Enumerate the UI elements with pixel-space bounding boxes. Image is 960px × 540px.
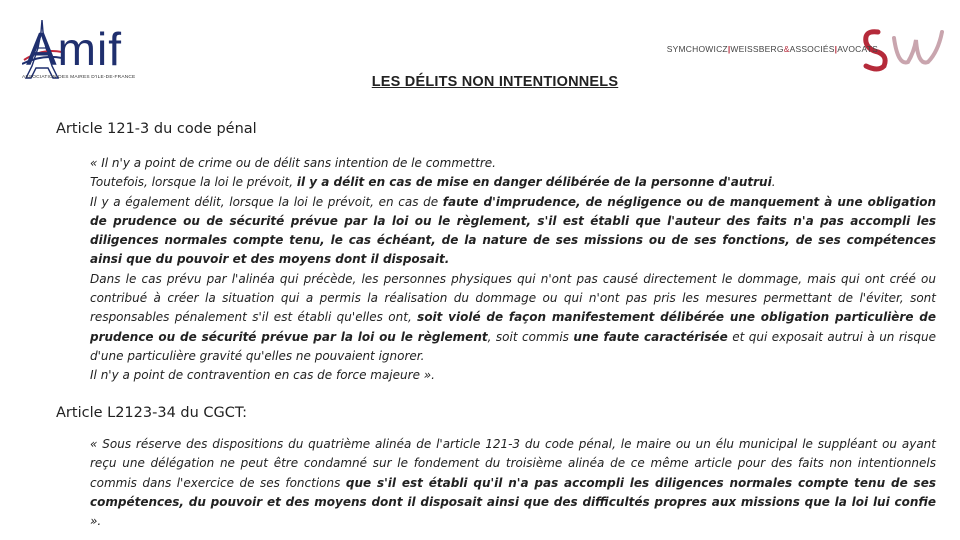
- sw-name-part2: WEISSBERG: [730, 44, 784, 54]
- amif-subtitle: ASSOCIATION DES MAIRES D'ILE-DE-FRANCE: [22, 75, 136, 80]
- quote-line: [90, 366, 936, 385]
- article-heading-l2123-34: Article L2123-34 du CGCT:: [56, 405, 248, 421]
- quote-line: [90, 435, 936, 531]
- quote-bold-text: une faute caractérisée: [573, 329, 728, 344]
- quote-bold-text: il y a délit en cas de mise en danger délibérée de la personne d'autrui: [296, 175, 772, 190]
- quote-text: « Sous réserve des dispositions du quatrième alinéa de l'article 121-3 du code pénal, le maire ou un élu municipal le suppléant ou ayant reçu une délégation ne peut être condamné sur le fondement du troisième alinéa de ce même article pour des faits non intentionnels commis dans l'exercice de ses fonctions: [90, 437, 936, 490]
- quote-line: [90, 154, 936, 173]
- quote-text: « Il n'y a point de crime ou de délit sans intention de le commettre.: [90, 156, 496, 170]
- page-title: LES DÉLITS NON INTENTIONNELS: [371, 74, 619, 90]
- quote-line: [90, 193, 936, 270]
- quote-bold-text: que s'il est établi qu'il n'a pas accompli les diligences normales compte tenu de ses compétences, du pouvoir et des moyens dont il disposait ainsi que des difficultés propres aux missions que la loi lui confie: [90, 475, 936, 509]
- quote-text: et qui exposait autrui à un risque d'une particulière gravité qu'elles ne pouvaient ignorer.: [90, 329, 937, 363]
- quote-line: [90, 173, 936, 192]
- quote-text: Toutefois, lorsque la loi le prévoit,: [90, 175, 294, 190]
- quote-text: Dans le cas prévu par l'alinéa qui précède, les personnes physiques qui n'ont pas causé directement le dommage, mais qui ont créé ou contribué à créer la situation qui a permis la réalisation du dommage ou qui n'ont pas pris les mesures permettant de l'éviter, sont responsables pénalement s'il est établi qu'elles ont,: [90, 271, 936, 325]
- quote-bold-text: faute d'imprudence, de négligence ou de manquement à une obligation de prudence ou de sécurité prévue par la loi ou le règlement, s'il est établi que l'auteur des faits n'a pas accompli les diligences normales compte tenu, le cas échéant, de la nature de ses missions ou de ses fonctions, de ses compétences ainsi que du pouvoir et des moyens dont il disposait.: [90, 194, 936, 267]
- amif-wordmark: Amif: [26, 23, 122, 75]
- sw-name-part1: SYMCHOWICZ: [666, 44, 728, 54]
- sw-firm-name: [667, 44, 878, 54]
- article-quote-l2123-34: [90, 435, 936, 531]
- sw-ampersand: &: [783, 44, 790, 54]
- quote-line: [90, 270, 936, 366]
- quote-text: ».: [90, 514, 102, 529]
- sw-separator: |: [727, 44, 731, 54]
- quote-text: Il y a également délit, lorsque la loi le prévoit, en cas de: [90, 194, 439, 209]
- article-heading-121-3: Article 121-3 du code pénal: [56, 121, 257, 137]
- quote-text: .: [771, 175, 776, 190]
- quote-text: Il n'y a point de contravention en cas de force majeure ».: [90, 368, 435, 383]
- sw-name-part4: AVOCATS: [837, 44, 878, 54]
- sw-separator: |: [834, 44, 838, 54]
- article-quote-121-3: [90, 154, 936, 386]
- sw-name-part3: ASSOCIÉS: [789, 44, 835, 54]
- quote-bold-text: soit violé de façon manifestement délibérée une obligation particulière de prudence ou de sécurité prévue par la loi ou le règlement: [90, 310, 936, 344]
- quote-text: , soit commis: [487, 329, 569, 344]
